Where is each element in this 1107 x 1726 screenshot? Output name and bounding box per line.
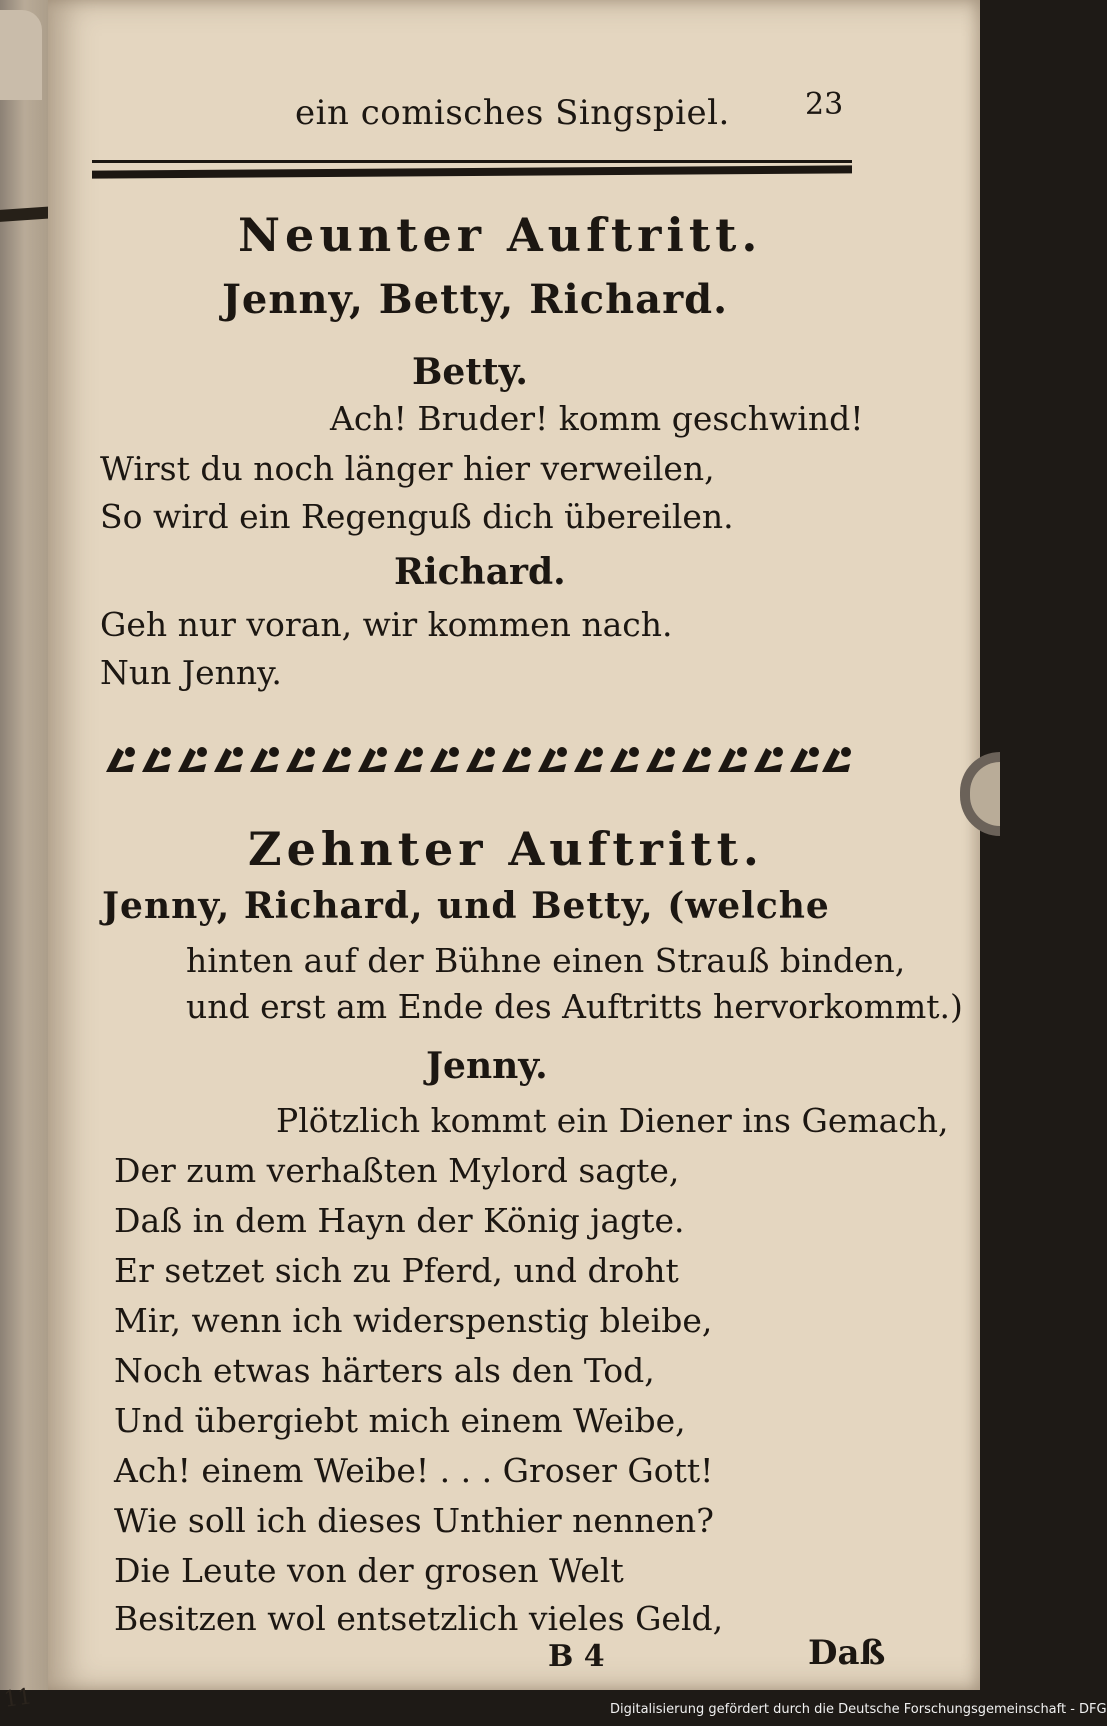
text-line: Nun Jenny. — [100, 653, 282, 692]
scene9-title: Neunter Auftritt. — [238, 208, 763, 262]
header-rule-thin — [92, 160, 852, 163]
text-line: Besitzen wol entsetzlich vieles Geld, — [114, 1599, 724, 1638]
text-line: So wird ein Regenguß dich übereilen. — [100, 497, 734, 536]
text-line: Noch etwas härters als den Tod, — [114, 1351, 655, 1390]
text-line: Wirst du noch länger hier verweilen, — [100, 449, 715, 488]
facing-page-rule — [0, 206, 55, 222]
running-title: ein comisches Singspiel. — [295, 93, 730, 133]
text-line: Geh nur voran, wir kommen nach. — [100, 605, 673, 644]
binding-edge — [0, 10, 42, 100]
speaker-richard: Richard. — [394, 551, 566, 593]
facing-page-edge — [0, 0, 55, 1690]
scene10-title: Zehnter Auftritt. — [248, 822, 764, 876]
margin-mark: 11 — [2, 1684, 34, 1713]
signature-mark: B 4 — [548, 1639, 605, 1674]
text-line: Der zum verhaßten Mylord sagte, — [114, 1151, 680, 1190]
ornament-divider — [104, 742, 856, 778]
text-line: Ach! Bruder! komm geschwind! — [330, 399, 864, 438]
stage-direction: hinten auf der Bühne einen Strauß binden, — [186, 941, 906, 980]
text-line: Ach! einem Weibe! . . . Groser Gott! — [114, 1451, 714, 1490]
catchword: Daß — [808, 1633, 886, 1673]
scene10-persons: Jenny, Richard, und Betty, (welche — [102, 885, 830, 927]
stage-direction: und erst am Ende des Auftritts hervorkommt.) — [186, 987, 963, 1026]
digitization-credit: Digitalisierung gefördert durch die Deutsche Forschungsgemeinschaft - DFG — [610, 1702, 1107, 1717]
text-line: Mir, wenn ich widerspenstig bleibe, — [114, 1301, 713, 1340]
page-number: 23 — [805, 87, 844, 122]
speaker-betty: Betty. — [412, 351, 528, 393]
text-line: Daß in dem Hayn der König jagte. — [114, 1201, 685, 1240]
speaker-jenny: Jenny. — [426, 1045, 548, 1087]
scene9-persons: Jenny, Betty, Richard. — [222, 276, 729, 323]
text-line: Plötzlich kommt ein Diener ins Gemach, — [276, 1101, 949, 1140]
text-line: Die Leute von der grosen Welt — [114, 1551, 624, 1590]
text-line: Und übergiebt mich einem Weibe, — [114, 1401, 686, 1440]
text-line: Wie soll ich dieses Unthier nennen? — [114, 1501, 714, 1540]
text-line: Er setzet sich zu Pferd, und droht — [114, 1251, 679, 1290]
